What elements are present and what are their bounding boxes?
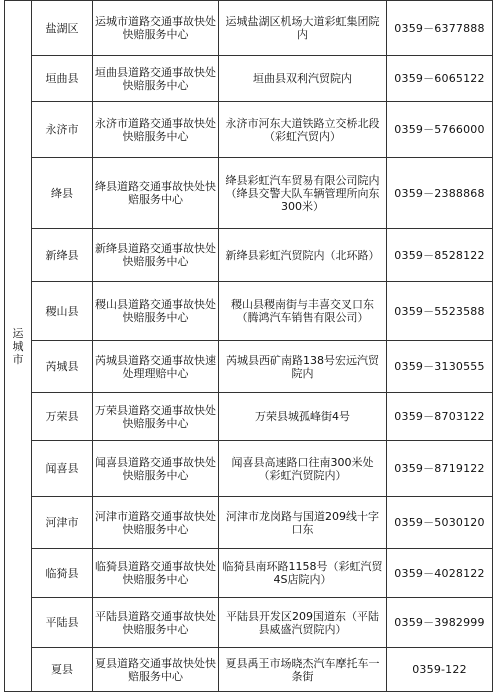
phone-cell: 0359－3982999 bbox=[387, 598, 493, 648]
county-cell: 万荣县 bbox=[32, 393, 93, 441]
service-center-name: 闻喜县道路交通事故快处快赔服务中心 bbox=[93, 441, 219, 497]
city-label: 运城市 bbox=[12, 326, 24, 366]
address-cell: 河津市龙岗路与国道209线十字口东 bbox=[219, 497, 387, 549]
county-cell: 稷山县 bbox=[32, 282, 93, 341]
table-row bbox=[5, 598, 493, 648]
address-cell: 芮城县西矿南路138号宏远汽贸院内 bbox=[219, 341, 387, 393]
service-center-name: 稷山县道路交通事故快处快赔服务中心 bbox=[93, 282, 219, 341]
phone-cell: 0359－6377888 bbox=[387, 1, 493, 56]
address-cell: 闻喜县高速路口往南300米处（彩虹汽贸院内） bbox=[219, 441, 387, 497]
address-cell: 平陆县开发区209国道东（平陆县威盛汽贸院内） bbox=[219, 598, 387, 648]
address-cell: 永济市河东大道铁路立交桥北段（彩虹汽贸内） bbox=[219, 102, 387, 158]
county-cell: 垣曲县 bbox=[32, 56, 93, 102]
table-row bbox=[5, 229, 493, 282]
county-cell: 平陆县 bbox=[32, 598, 93, 648]
address-cell: 绛县彩虹汽车贸易有限公司院内（绛县交警大队车辆管理所向东300米） bbox=[219, 158, 387, 229]
table-row bbox=[5, 102, 493, 158]
county-cell: 临猗县 bbox=[32, 549, 93, 598]
county-cell: 永济市 bbox=[32, 102, 93, 158]
address-cell: 稷山县稷南街与丰喜交叉口东（腾鸿汽车销售有限公司） bbox=[219, 282, 387, 341]
table-row bbox=[5, 341, 493, 393]
service-center-name: 运城市道路交通事故快处快赔服务中心 bbox=[93, 1, 219, 56]
phone-cell: 0359－4028122 bbox=[387, 549, 493, 598]
service-center-table bbox=[4, 0, 493, 692]
service-center-name: 平陆县道路交通事故快处快赔服务中心 bbox=[93, 598, 219, 648]
service-center-name: 临猗县道路交通事故快处快赔服务中心 bbox=[93, 549, 219, 598]
phone-cell: 0359－8703122 bbox=[387, 393, 493, 441]
service-center-name: 夏县道路交通事故快处快赔服务中心 bbox=[93, 648, 219, 692]
table-body bbox=[5, 1, 493, 692]
table-row bbox=[5, 56, 493, 102]
phone-cell: 0359－5030120 bbox=[387, 497, 493, 549]
phone-cell: 0359－5766000 bbox=[387, 102, 493, 158]
phone-cell: 0359－5523588 bbox=[387, 282, 493, 341]
table-row bbox=[5, 393, 493, 441]
table-row bbox=[5, 158, 493, 229]
address-cell: 万荣县城孤峰街4号 bbox=[219, 393, 387, 441]
service-center-name: 绛县道路交通事故快处快赔服务中心 bbox=[93, 158, 219, 229]
service-center-name: 永济市道路交通事故快处快赔服务中心 bbox=[93, 102, 219, 158]
service-center-name: 河津市道路交通事故快处快赔服务中心 bbox=[93, 497, 219, 549]
address-cell: 临猗县南环路1158号（彩虹汽贸4S店院内） bbox=[219, 549, 387, 598]
address-cell: 垣曲县双利汽贸院内 bbox=[219, 56, 387, 102]
county-cell: 河津市 bbox=[32, 497, 93, 549]
address-cell: 新绛县彩虹汽贸院内（北环路） bbox=[219, 229, 387, 282]
table-row bbox=[5, 441, 493, 497]
table-row bbox=[5, 549, 493, 598]
phone-cell: 0359－8719122 bbox=[387, 441, 493, 497]
address-cell: 运城盐湖区机场大道彩虹集团院内 bbox=[219, 1, 387, 56]
city-cell bbox=[5, 1, 32, 692]
county-cell: 新绛县 bbox=[32, 229, 93, 282]
table-row bbox=[5, 648, 493, 692]
phone-cell: 0359－2388868 bbox=[387, 158, 493, 229]
address-cell: 夏县禹王市场晓杰汽车摩托车一条街 bbox=[219, 648, 387, 692]
table-row bbox=[5, 497, 493, 549]
phone-cell: 0359-122 bbox=[387, 648, 493, 692]
service-center-name: 万荣县道路交通事故快处快赔服务中心 bbox=[93, 393, 219, 441]
county-cell: 盐湖区 bbox=[32, 1, 93, 56]
phone-cell: 0359－3130555 bbox=[387, 341, 493, 393]
service-center-name: 垣曲县道路交通事故快处快赔服务中心 bbox=[93, 56, 219, 102]
service-center-name: 新绛县道路交通事故快处快赔服务中心 bbox=[93, 229, 219, 282]
service-center-name: 芮城县道路交通事故快速处理理赔中心 bbox=[93, 341, 219, 393]
table-row bbox=[5, 282, 493, 341]
county-cell: 闻喜县 bbox=[32, 441, 93, 497]
phone-cell: 0359－8528122 bbox=[387, 229, 493, 282]
table-row bbox=[5, 1, 493, 56]
county-cell: 夏县 bbox=[32, 648, 93, 692]
county-cell: 芮城县 bbox=[32, 341, 93, 393]
phone-cell: 0359－6065122 bbox=[387, 56, 493, 102]
county-cell: 绛县 bbox=[32, 158, 93, 229]
